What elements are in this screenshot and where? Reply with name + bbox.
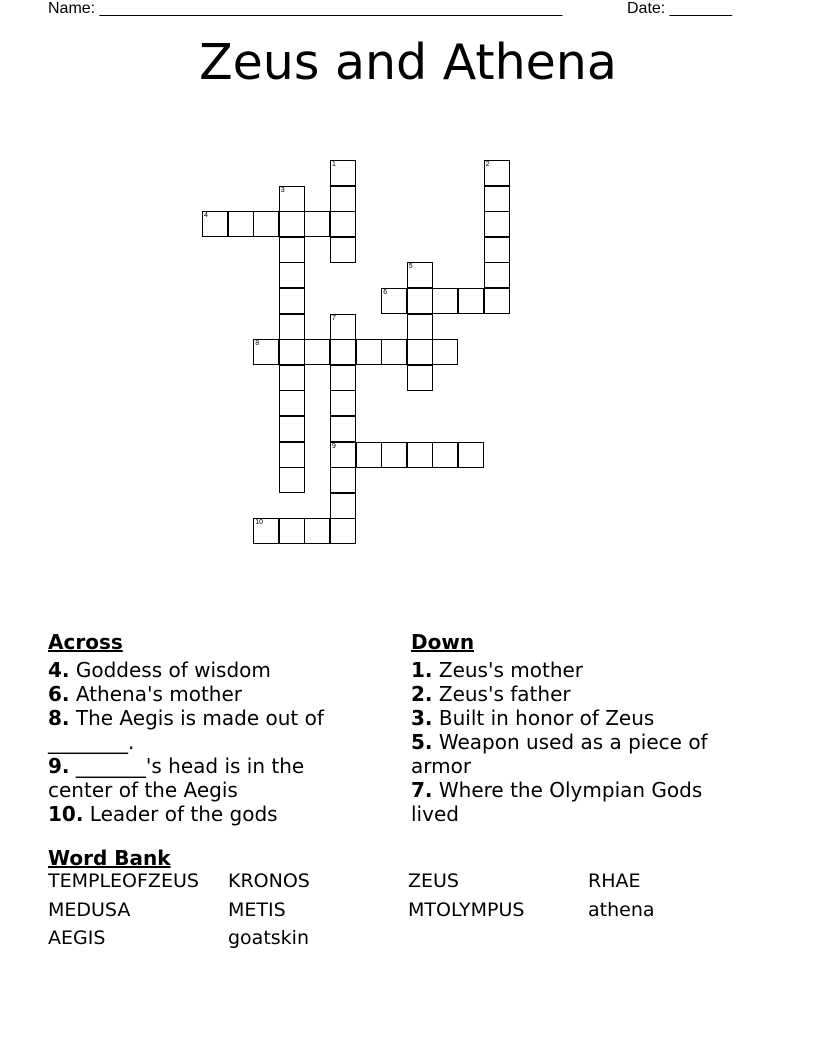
date-field[interactable]: Date: _______: [627, 0, 732, 17]
crossword-cell[interactable]: [279, 237, 305, 263]
clue-across-9: 9. _______'s head is in the center of the Aegis: [48, 754, 305, 802]
crossword-cell[interactable]: [228, 211, 254, 237]
word-bank-item: RHAE: [588, 870, 641, 892]
page-title: Zeus and Athena: [199, 34, 617, 91]
crossword-cell[interactable]: [330, 186, 356, 212]
crossword-cell[interactable]: [279, 288, 305, 314]
crossword-cell[interactable]: [279, 314, 305, 340]
across-heading: Across: [48, 630, 123, 654]
crossword-cell[interactable]: [484, 288, 510, 314]
clue-down-5: 5. Weapon used as a piece of armor: [411, 730, 708, 778]
crossword-cell[interactable]: [279, 262, 305, 288]
crossword-cell[interactable]: [432, 288, 458, 314]
cell-number: 5: [408, 263, 413, 271]
crossword-cell[interactable]: [304, 518, 330, 544]
cell-number: 6: [383, 289, 388, 296]
cell-number: 9: [332, 442, 336, 450]
cell-number: 7: [332, 314, 336, 322]
word-bank-item: MEDUSA: [48, 898, 131, 921]
clue-across-4: 4. Goddess of wisdom: [48, 658, 271, 682]
crossword-cell[interactable]: [304, 339, 330, 365]
crossword-cell[interactable]: [330, 390, 356, 416]
crossword-cell[interactable]: [381, 288, 407, 314]
crossword-cell[interactable]: [279, 186, 305, 212]
crossword-cell[interactable]: [484, 186, 510, 212]
word-bank: [48, 846, 768, 956]
crossword-cell[interactable]: [330, 493, 356, 519]
word-bank-item: athena: [588, 898, 655, 921]
word-bank-item: goatskin: [228, 927, 310, 949]
crossword-cell[interactable]: [253, 339, 279, 365]
crossword-cell[interactable]: [432, 339, 458, 365]
cell-number: 4: [204, 212, 208, 220]
cell-number: 10: [255, 519, 263, 527]
crossword-cell[interactable]: [330, 339, 356, 365]
crossword-cell[interactable]: [356, 442, 382, 468]
clue-down-3: 3. Built in honor of Zeus: [411, 706, 655, 730]
name-field[interactable]: Name: ____________________________________________________: [48, 0, 563, 17]
crossword-cell[interactable]: [484, 211, 510, 237]
crossword-cell[interactable]: [279, 365, 305, 391]
crossword-cell[interactable]: [279, 442, 305, 468]
crossword-cell[interactable]: [330, 314, 356, 340]
clue-across-8: 8. The Aegis is made out of ________.: [48, 706, 324, 754]
cell-number: 2: [485, 161, 490, 168]
crossword-cell[interactable]: [407, 442, 433, 468]
down-heading: Down: [411, 630, 475, 654]
crossword-cell[interactable]: [330, 160, 356, 186]
crossword-cell[interactable]: [484, 160, 510, 186]
crossword-cell[interactable]: [407, 339, 433, 365]
crossword-cell[interactable]: [432, 442, 458, 468]
crossword-cell[interactable]: [253, 211, 279, 237]
across-clues: [48, 630, 348, 826]
word-bank-item: MTOLYMPUS: [408, 898, 525, 921]
word-bank-item: METIS: [228, 898, 286, 921]
crossword-cell[interactable]: [458, 442, 484, 468]
word-bank-heading: Word Bank: [48, 846, 171, 870]
crossword-cell[interactable]: [381, 442, 407, 468]
crossword-cell[interactable]: [279, 416, 305, 442]
down-clues: [411, 630, 741, 826]
crossword-cell[interactable]: [279, 339, 305, 365]
word-bank-item: ZEUS: [408, 870, 459, 892]
crossword-cell[interactable]: [356, 339, 382, 365]
clue-down-1: 1. Zeus's mother: [411, 658, 584, 682]
crossword-cell[interactable]: [330, 467, 356, 493]
crossword-cell[interactable]: [407, 314, 433, 340]
clue-across-6: 6. Athena's mother: [48, 682, 242, 706]
crossword-cell[interactable]: [407, 288, 433, 314]
crossword-cell[interactable]: [407, 262, 433, 288]
word-bank-item: TEMPLEOFZEUS: [48, 870, 199, 892]
crossword-cell[interactable]: [484, 262, 510, 288]
cell-number: 1: [332, 161, 336, 168]
cell-number: 8: [255, 340, 260, 348]
crossword-cell[interactable]: [330, 416, 356, 442]
crossword-cell[interactable]: [458, 288, 484, 314]
crossword-cell[interactable]: [304, 211, 330, 237]
crossword-cell[interactable]: [202, 211, 228, 237]
crossword-cell[interactable]: [381, 339, 407, 365]
crossword-cell[interactable]: [330, 211, 356, 237]
clue-across-10: 10. Leader of the gods: [48, 802, 278, 826]
crossword-cell[interactable]: [253, 518, 279, 544]
crossword-cell[interactable]: [279, 211, 305, 237]
word-bank-item: KRONOS: [228, 870, 310, 892]
word-bank-item: AEGIS: [48, 927, 106, 949]
crossword-cell[interactable]: [279, 467, 305, 493]
crossword-cell[interactable]: [279, 390, 305, 416]
crossword-cell[interactable]: [330, 518, 356, 544]
crossword-cell[interactable]: [330, 442, 356, 468]
crossword-cell[interactable]: [407, 365, 433, 391]
crossword-cell[interactable]: [330, 365, 356, 391]
cell-number: 3: [280, 186, 285, 194]
clue-down-2: 2. Zeus's father: [411, 682, 571, 706]
crossword-cell[interactable]: [279, 518, 305, 544]
crossword-cell[interactable]: [484, 237, 510, 263]
clue-down-7: 7. Where the Olympian Gods lived: [411, 778, 703, 826]
crossword-cell[interactable]: [330, 237, 356, 263]
